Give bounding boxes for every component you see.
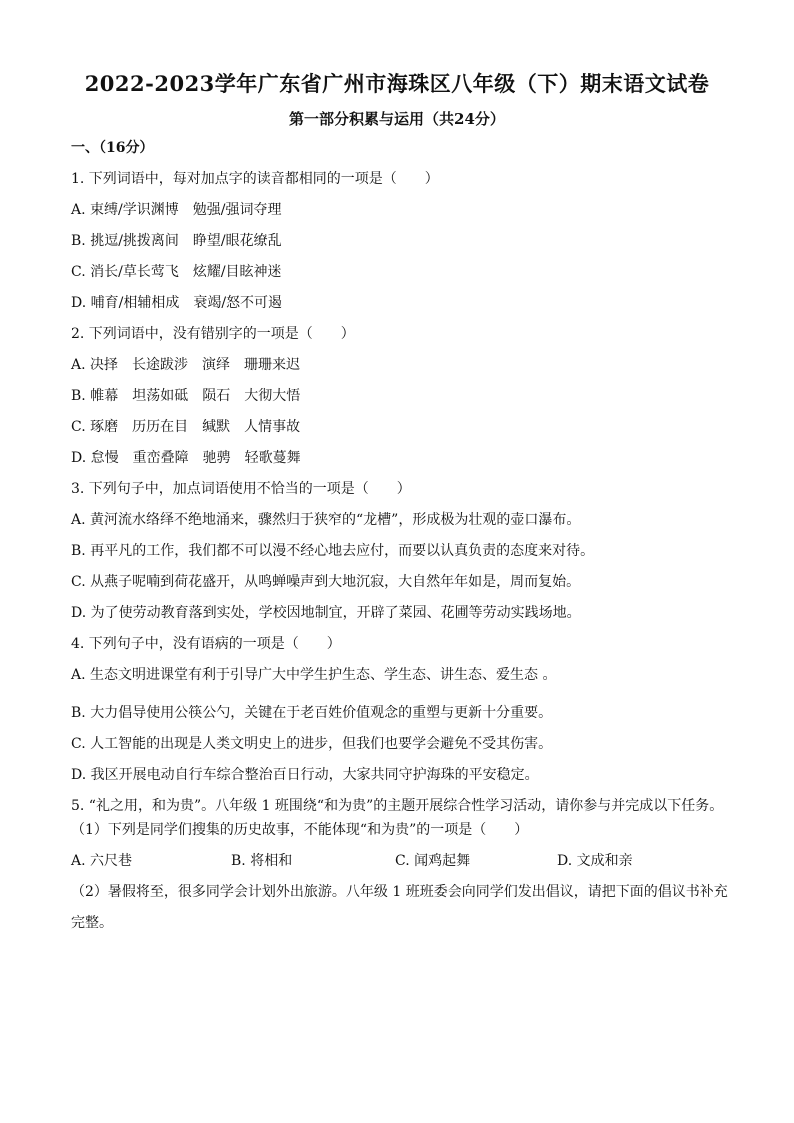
- section-heading: 一、（16分）: [71, 140, 154, 156]
- question-5-sub1: （1）下列是同学们搜集的历史故事，不能体现“和为贵”的一项是（ ）: [71, 822, 529, 838]
- question-3-option-c: C. 从燕子呢喃到荷花盛开，从鸣蝉噪声到大地沉寂，大自然年年如是，周而复始。: [71, 574, 581, 590]
- page-title: 2022-2023学年广东省广州市海珠区八年级（下）期末语文试卷: [84, 71, 710, 96]
- question-2-option-b: B. 帷幕 坦荡如砥 陨石 大彻大悟: [71, 388, 301, 404]
- question-4-option-d: D. 我区开展电动自行车综合整治百日行动，大家共同守护海珠的平安稳定。: [71, 767, 539, 783]
- question-1-option-b: B. 挑逗/挑拨离间 睁望/眼花缭乱: [71, 233, 282, 249]
- question-5-option-a: A. 六尺巷: [71, 853, 133, 869]
- question-4-option-c: C. 人工智能的出现是人类文明史上的进步，但我们也要学会避免不受其伤害。: [71, 736, 553, 752]
- question-3-stem: 3. 下列句子中，加点词语使用不恰当的一项是（ ）: [71, 481, 411, 497]
- question-5-sub2: （2）暑假将至，很多同学会计划外出旅游。八年级 1 班班委会向同学们发出倡议，请把下面的倡议书补充完整。: [71, 884, 728, 931]
- question-5-option-b: B. 将相和: [231, 853, 293, 869]
- question-4-option-b: B. 大力倡导使用公筷公勺，关键在于老百姓价值观念的重塑与更新十分重要。: [71, 705, 553, 721]
- question-3-option-d: D. 为了使劳动教育落到实处，学校因地制宜，开辟了菜园、花圃等劳动实践场地。: [71, 605, 581, 621]
- question-3-option-a: A. 黄河流水络绎不绝地涌来，骤然归于狭窄的“龙槽”，形成极为壮观的壶口瀑布。: [71, 512, 581, 528]
- question-2-option-c: C. 琢磨 历历在目 缄默 人情事故: [71, 419, 301, 435]
- question-content: [71, 138, 731, 937]
- question-2-option-a: A. 决择 长途跋涉 演绎 珊珊来迟: [71, 357, 301, 373]
- question-5-stem: 5. “礼之用，和为贵”。八年级 1 班围绕“和为贵”的主题开展综合性学习活动，请你参与并完成以下任务。: [71, 798, 724, 814]
- question-4-stem: 4. 下列句子中，没有语病的一项是（ ）: [71, 636, 341, 652]
- question-2-stem: 2. 下列词语中，没有错别字的一项是（ ）: [71, 326, 355, 342]
- question-4-option-a: A. 生态文明进课堂有利于引导广大中学生护生态、学生态、讲生态、爱生态 。: [71, 667, 557, 683]
- part-subtitle: 第一部分积累与运用（共24分）: [289, 110, 505, 128]
- question-1-option-d: D. 哺育/相辅相成 衰竭/怒不可遏: [71, 295, 283, 311]
- question-2-option-d: D. 怠慢 重峦叠障 驰骋 轻歌蔓舞: [71, 450, 301, 466]
- question-1-stem: 1. 下列词语中，每对加点字的读音都相同的一项是（ ）: [71, 171, 439, 187]
- question-1-option-c: C. 消长/草长莺飞 炫耀/目眩神迷: [71, 264, 282, 280]
- question-5-option-d: D. 文成和亲: [557, 853, 633, 869]
- question-3-option-b: B. 再平凡的工作，我们都不可以漫不经心地去应付，而要以认真负责的态度来对待。: [71, 543, 595, 559]
- question-5-option-c: C. 闻鸡起舞: [395, 853, 471, 869]
- question-1-option-a: A. 束缚/学识渊博 勉强/强词夺理: [71, 202, 282, 218]
